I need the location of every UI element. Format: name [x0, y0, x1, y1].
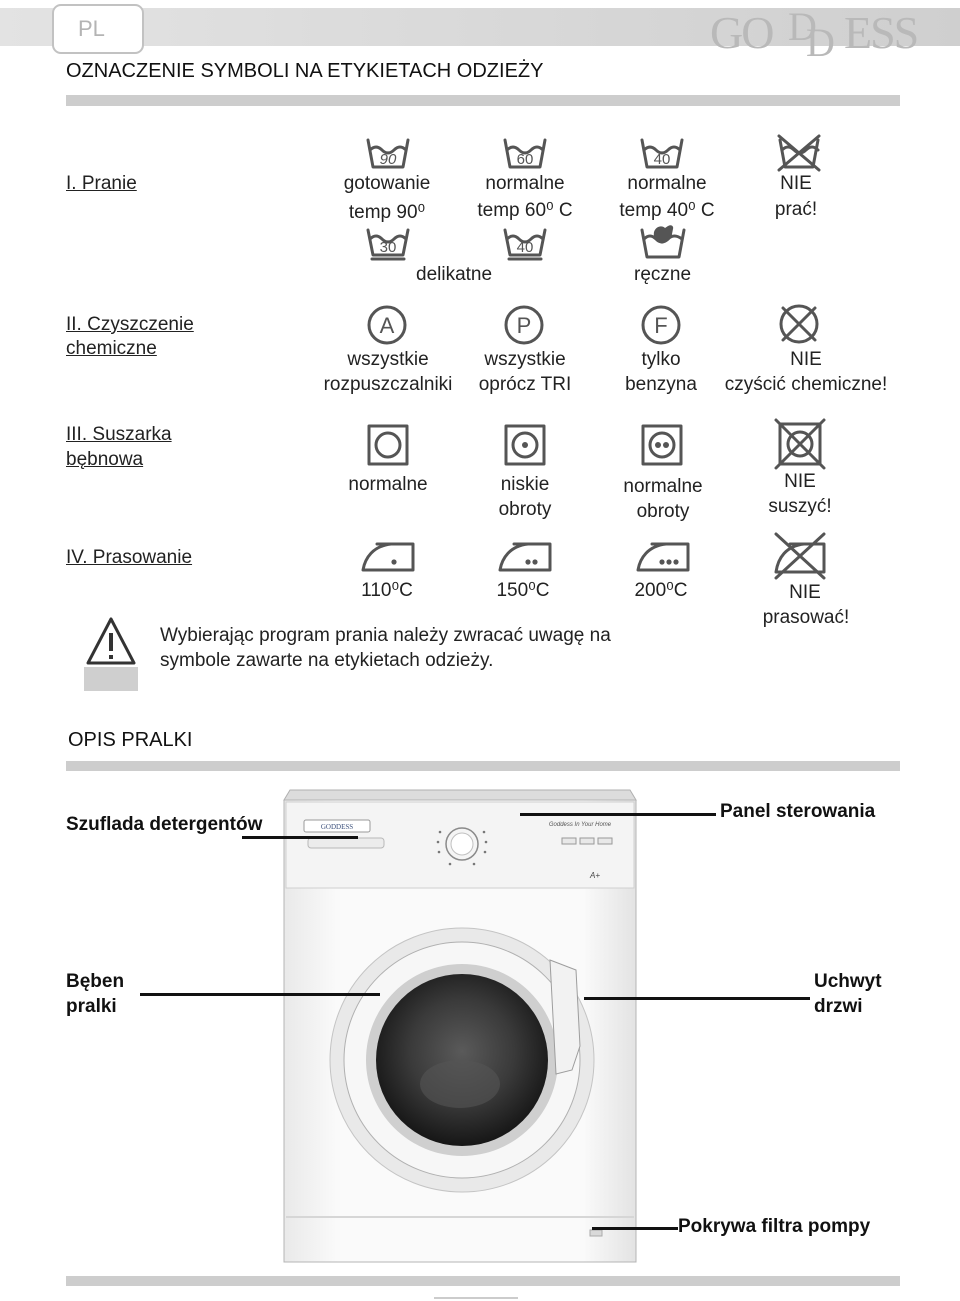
iron-medium-icon — [498, 538, 552, 574]
iron-high-icon — [636, 538, 690, 574]
svg-text:D: D — [806, 20, 835, 58]
wash-60-icon — [503, 138, 547, 170]
svg-text:GO: GO — [710, 7, 773, 58]
dryclean-a-line1: wszystkie — [347, 349, 429, 370]
title-divider — [66, 95, 900, 106]
svg-text:ESS: ESS — [844, 7, 918, 58]
iron-low-icon — [361, 538, 415, 574]
dryclean-f-line1: tylko — [641, 349, 681, 370]
svg-text:30: 30 — [379, 239, 397, 256]
svg-text:P: P — [516, 313, 532, 338]
dry-low-line2: obroty — [498, 499, 552, 520]
drawer-label: Szuflada detergentów — [66, 814, 263, 835]
no-wash-line1: NIE — [780, 173, 812, 194]
svg-text:40: 40 — [516, 239, 534, 256]
delicate-label: delikatne — [416, 264, 493, 285]
wash-90-line1: gotowanie — [343, 173, 431, 194]
wash-60-line2: temp 60⁰ C — [477, 200, 573, 221]
no-dryclean-line1: NIE — [790, 349, 822, 370]
wash-40-icon — [640, 138, 684, 170]
no-dryclean-line2: czyścić chemiczne! — [724, 374, 888, 395]
drum-label-line1: Bęben — [66, 971, 125, 992]
svg-text:90: 90 — [379, 151, 397, 168]
ironing-label: IV. Prasowanie — [66, 547, 193, 568]
wash-90-icon — [366, 138, 410, 170]
svg-text:60: 60 — [516, 151, 534, 168]
svg-text:A+: A+ — [590, 871, 601, 880]
filter-label: Pokrywa filtra pompy — [678, 1216, 871, 1237]
dry-normal-label: normalne — [348, 474, 428, 495]
wash-40-line1: normalne — [627, 173, 707, 194]
svg-text:A: A — [379, 313, 395, 338]
no-tumble-dry-icon — [774, 418, 826, 470]
goddess-logo — [708, 4, 940, 58]
warning-text-line2: symbole zawarte na etykietach odzieży. — [160, 650, 494, 671]
tumble-dry-high-icon — [641, 424, 683, 466]
drum-label-line2: pralki — [66, 996, 117, 1017]
handle-label-line1: Uchwyt — [814, 971, 882, 992]
dryclean-f-icon — [640, 304, 682, 346]
dryclean-label-line1: II. Czyszczenie — [66, 314, 194, 335]
no-iron-line2: prasować! — [762, 607, 850, 628]
iron-low-label: 110⁰C — [361, 580, 413, 601]
filter-pointer-line — [592, 1227, 678, 1230]
wash-40-delicate-icon — [503, 228, 547, 260]
wash-30-delicate-icon — [366, 228, 410, 260]
drawer-pointer-line — [242, 836, 358, 839]
dryclean-p-line2: oprócz TRI — [478, 374, 572, 395]
washing-label: I. Pranie — [66, 173, 137, 194]
svg-text:40: 40 — [653, 151, 671, 168]
no-dry-line1: NIE — [784, 471, 816, 492]
drum-pointer-line — [140, 993, 380, 996]
dry-low-line1: niskie — [500, 474, 550, 495]
warning-icon — [84, 611, 138, 691]
footer-divider — [66, 1276, 900, 1286]
panel-label: Panel sterowania — [720, 801, 876, 822]
iron-high-label: 200⁰C — [634, 580, 688, 601]
no-dryclean-icon — [777, 302, 821, 346]
warning-text-line1: Wybierając program prania należy zwracać uwagę na — [160, 625, 611, 646]
machine-title: OPIS PRALKI — [68, 729, 193, 751]
iron-medium-label: 150⁰C — [496, 580, 550, 601]
symbols-title: OZNACZENIE SYMBOLI NA ETYKIETACH ODZIEŻY — [66, 60, 544, 82]
panel-pointer-line — [520, 813, 716, 816]
dryer-label-line2: bębnowa — [66, 449, 144, 470]
no-iron-line1: NIE — [789, 582, 821, 603]
dryclean-f-line2: benzyna — [625, 374, 697, 395]
dryclean-p-icon — [503, 304, 545, 346]
no-dry-line2: suszyć! — [768, 496, 832, 517]
no-wash-icon — [776, 134, 822, 172]
dryclean-a-icon — [366, 304, 408, 346]
dryclean-p-line1: wszystkie — [484, 349, 566, 370]
hand-wash-icon — [640, 224, 686, 260]
dry-high-line1: normalne — [623, 476, 703, 497]
language-label: PL — [78, 16, 105, 41]
wash-90-line2: temp 90⁰ — [348, 202, 426, 223]
svg-text:GODDESS: GODDESS — [320, 823, 354, 831]
svg-text:D: D — [788, 4, 817, 49]
dry-high-line2: obroty — [636, 501, 690, 522]
no-iron-icon — [772, 530, 828, 582]
dryclean-a-line2: rozpuszczalniki — [323, 374, 453, 395]
handle-pointer-line — [584, 997, 810, 1000]
svg-text:F: F — [654, 313, 668, 338]
page-marker — [434, 1297, 518, 1299]
tumble-dry-normal-icon — [367, 424, 409, 466]
svg-text:Goddess In Your Home: Goddess In Your Home — [548, 822, 612, 828]
handle-label-line2: drzwi — [814, 996, 863, 1017]
wash-60-line1: normalne — [485, 173, 565, 194]
no-wash-line2: prać! — [774, 199, 818, 220]
wash-40-line2: temp 40⁰ C — [619, 200, 715, 221]
machine-title-divider — [66, 761, 900, 771]
hand-wash-label: ręczne — [634, 264, 692, 285]
dryclean-label-line2: chemiczne — [66, 338, 157, 359]
dryer-label-line1: III. Suszarka — [66, 424, 172, 445]
tumble-dry-low-icon — [504, 424, 546, 466]
washing-machine-image — [280, 784, 640, 1266]
